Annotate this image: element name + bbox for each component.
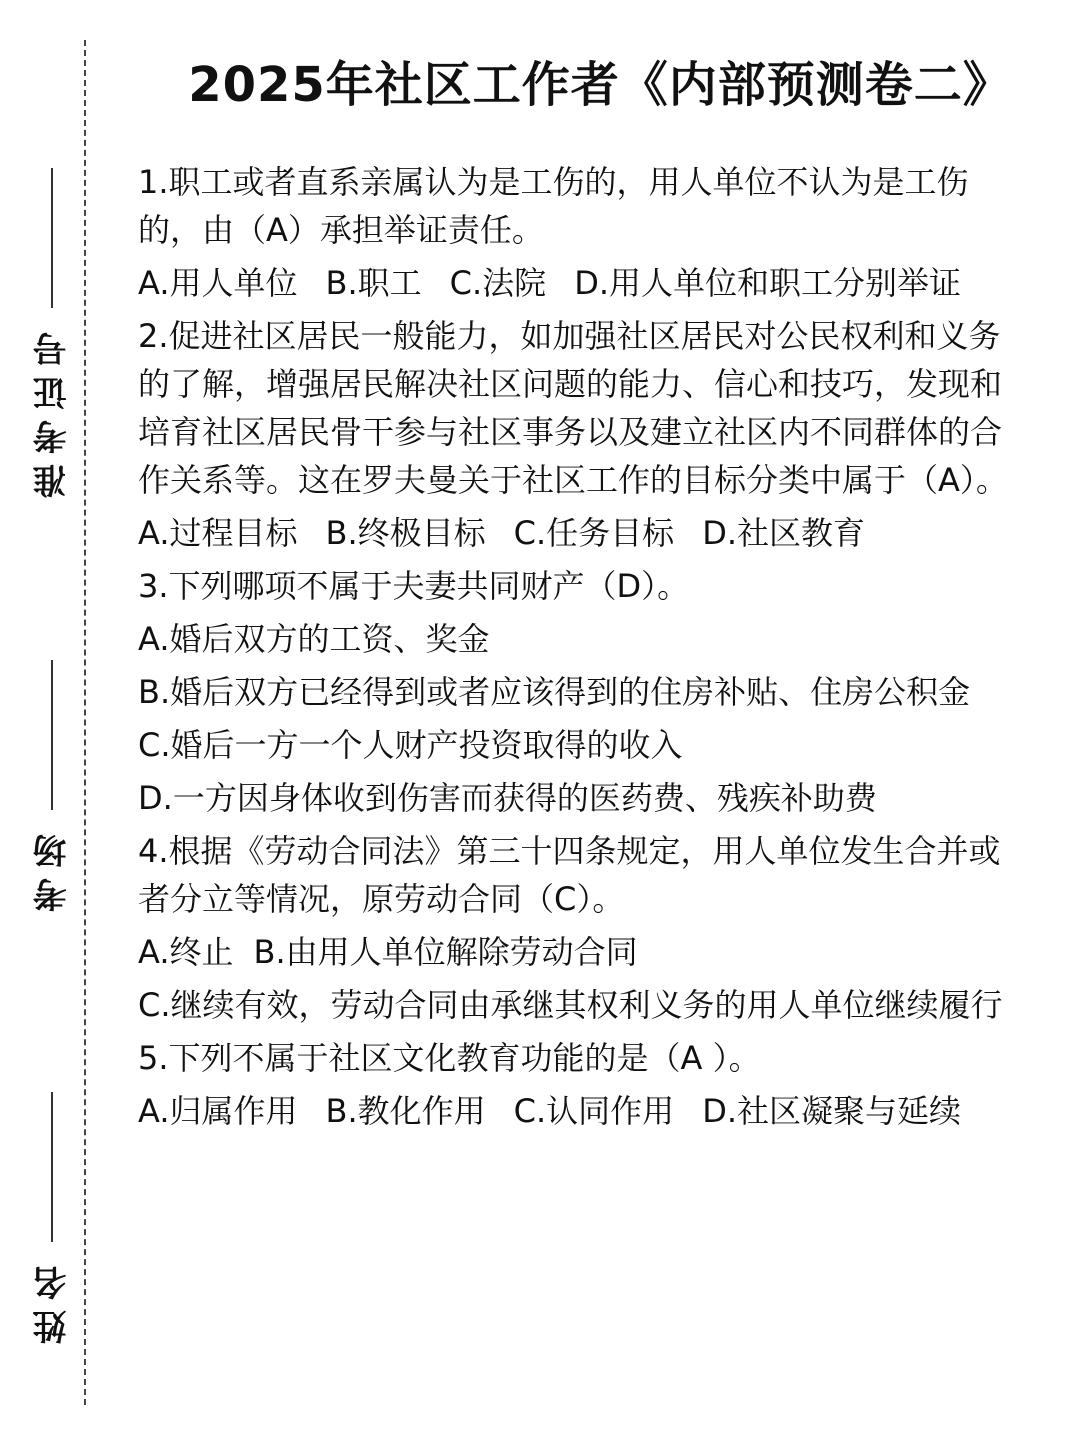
option-c: C.婚后一方一个人财产投资取得的收入 <box>138 726 683 764</box>
exam-room-field <box>22 660 82 912</box>
exam-room-underline <box>51 660 53 810</box>
question-1-stem: 1.职工或者直系亲属认为是工伤的，用人单位不认为是工伤的，由（A）承担举证责任。 <box>138 163 969 249</box>
question-4-stem: 4.根据《劳动合同法》第三十四条规定，用人单位发生合并或者分立等情况，原劳动合同（C）。 <box>138 832 1001 918</box>
question-2-options <box>138 509 1008 557</box>
question-5-options <box>138 1087 1008 1135</box>
name-field <box>22 1092 82 1344</box>
option-b: B.终极目标 <box>325 514 486 552</box>
question-4-options-ab <box>138 928 1008 976</box>
question-3-stem: 3.下列哪项不属于夫妻共同财产（D）。 <box>138 567 690 605</box>
option-c: C.认同作用 <box>513 1092 675 1130</box>
exam-id-field <box>22 168 82 498</box>
option-a: A.过程目标 <box>138 514 298 552</box>
question-2-stem: 2.促进社区居民一般能力，如加强社区居民对公民权利和义务的了解，增强居民解决社区问题的能力、信心和技巧，发现和培育社区居民骨干参与社区事务以及建立社区内不同群体的合作关系等。这在罗夫曼关于社区工作的目标分类中属于（A）。 <box>138 317 1008 499</box>
question-1-options <box>138 259 1008 307</box>
option-b: B.教化作用 <box>325 1092 486 1130</box>
option-d: D.社区凝聚与延续 <box>702 1092 962 1130</box>
exam-id-underline <box>51 168 53 308</box>
option-d: D.社区教育 <box>702 514 866 552</box>
option-c: C.继续有效，劳动合同由承继其权利义务的用人单位继续履行 <box>138 986 1003 1024</box>
exam-id-label: 准考证号 <box>32 322 73 498</box>
exam-room-label: 考场 <box>32 824 73 912</box>
option-d: D.用人单位和职工分别举证 <box>574 264 962 302</box>
binding-dashed-line <box>84 40 86 1405</box>
option-a: A.归属作用 <box>138 1092 298 1130</box>
option-c: C.任务目标 <box>513 514 675 552</box>
option-d: D.一方因身体收到伤害而获得的医药费、残疾补助费 <box>138 779 877 817</box>
question-list <box>138 158 1008 1140</box>
page-title: 2025年社区工作者《内部预测卷二》 <box>188 57 1012 113</box>
question-5-stem: 5.下列不属于社区文化教育功能的是（A ）。 <box>138 1039 761 1077</box>
option-a: A.用人单位 <box>138 264 298 302</box>
option-a: A.婚后双方的工资、奖金 <box>138 620 490 658</box>
option-b: B.职工 <box>325 264 422 302</box>
option-a: A.终止 <box>138 933 234 971</box>
option-c: C.法院 <box>449 264 547 302</box>
name-underline <box>51 1092 53 1242</box>
name-label: 姓名 <box>32 1256 73 1344</box>
option-b: B.由用人单位解除劳动合同 <box>253 933 638 971</box>
option-b: B.婚后双方已经得到或者应该得到的住房补贴、住房公积金 <box>138 673 971 711</box>
